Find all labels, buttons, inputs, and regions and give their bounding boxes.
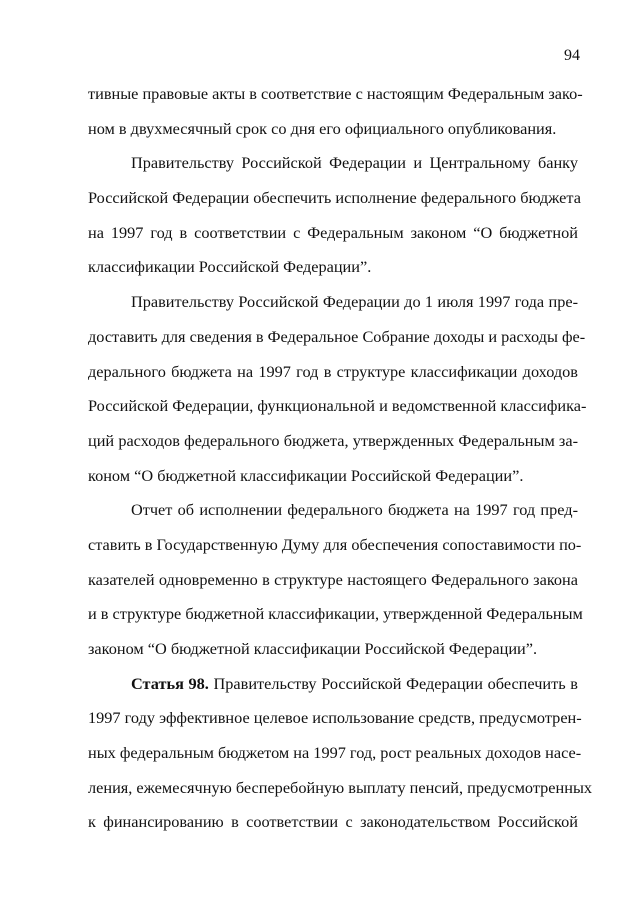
text-line: классификации Российской Федерации”.: [88, 257, 372, 277]
text-line: Российской Федерации, функциональной и ведомственной классифика-: [88, 396, 587, 416]
text-line: на 1997 год в соответствии с Федеральным законом “О бюджетной: [88, 222, 578, 242]
text-line: к финансированию в соответствии с законодательством Российской: [88, 812, 578, 832]
text-line: коном “О бюджетной классификации Российской Федерации”.: [88, 465, 524, 485]
page-number: 94: [564, 47, 580, 64]
text-line: ций расходов федерального бюджета, утвержденных Федеральным за-: [88, 430, 578, 450]
text-line: Правительству Российской Федерации и Центральному банку: [131, 153, 578, 173]
text-line: ления, ежемесячную бесперебойную выплату пенсий, предусмотренных: [88, 777, 593, 797]
text-line: дерального бюджета на 1997 год в структуре классификации доходов: [88, 361, 578, 381]
document-body: [88, 77, 593, 840]
article-heading-line: [88, 667, 578, 702]
text-line: тивные правовые акты в соответствие с настоящим Федеральным зако-: [88, 84, 583, 103]
text-line: доставить для сведения в Федеральное Собрание доходы и расходы фе-: [88, 326, 586, 346]
text-line: казателей одновременно в структуре настоящего Федерального закона: [88, 569, 578, 589]
text-line: Отчет об исполнении федерального бюджета на 1997 год пред-: [131, 500, 578, 520]
text-line: законом “О бюджетной классификации Российской Федерации”.: [88, 639, 538, 658]
text-line: ставить в Государственную Думу для обеспечения сопоставимости по-: [88, 534, 582, 554]
text-line: Правительству Российской Федерации до 1 июля 1997 года пре-: [131, 292, 578, 312]
text-line: Российской Федерации обеспечить исполнение федерального бюджета: [88, 188, 581, 208]
text-line: и в структуре бюджетной классификации, утвержденной Федеральным: [88, 604, 583, 624]
article-text: Правительству Российской Федерации обеспечить в: [208, 673, 578, 693]
article-number: Статья 98.: [131, 673, 209, 693]
text-line: ном в двухмесячный срок со дня его официального опубликования.: [88, 118, 557, 138]
text-line: ных федеральным бюджетом на 1997 год, рост реальных доходов насе-: [88, 743, 582, 763]
text-line: 1997 году эффективное целевое использование средств, предусмотрен-: [88, 708, 582, 728]
